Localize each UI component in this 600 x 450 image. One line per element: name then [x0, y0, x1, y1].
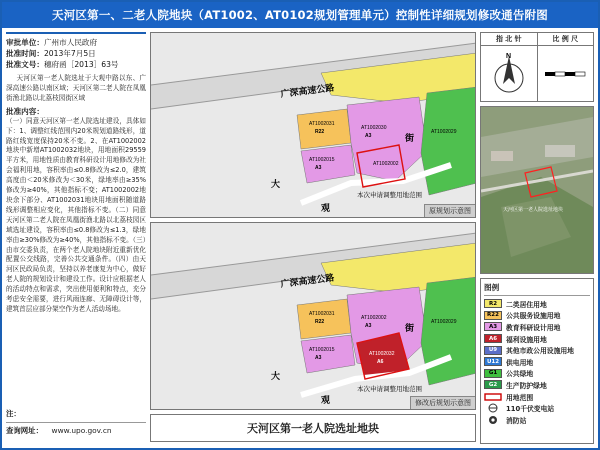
revised-plan-map: [150, 222, 476, 410]
photo-label: 天河区第一老人院选址地块: [503, 207, 564, 213]
zone-code: A3: [365, 133, 372, 139]
road-name: 广深高速公路: [280, 272, 335, 289]
approval-time-label: 批准时间：: [6, 49, 44, 58]
map-caption: 原规划示意图: [424, 204, 475, 217]
avenue-char-2: 观: [321, 395, 331, 405]
legend-item: [484, 321, 590, 333]
legend-label: 公共服务设施用地: [506, 312, 561, 321]
north-label: 指 北 针: [495, 35, 522, 43]
legend-label: 二类居住用地: [506, 300, 547, 309]
compass: [481, 46, 537, 101]
approval-doc-label: 批准文号：: [6, 60, 44, 69]
scale-label: 比 例 尺: [537, 33, 594, 45]
page-title: 天河区第一、二老人院地块（AT1002、AT0102规划管理单元）控制性详细规划修改通告附图: [2, 2, 598, 28]
website-label: 查询网址：: [6, 426, 43, 435]
legend-swatch: A6: [484, 334, 502, 343]
legend: [480, 278, 594, 444]
legend-label: 公共绿地: [506, 370, 534, 379]
approval-time: 2013年7月5日: [43, 49, 96, 58]
legend-label: 教育科研设计用地: [506, 323, 561, 332]
maps-area: [150, 32, 476, 444]
parcel-code: AT1002032: [369, 351, 395, 357]
fire-station-icon: [484, 415, 502, 425]
scale-bar: [537, 46, 594, 101]
legend-label: 供电用地: [506, 358, 534, 367]
site-description: 天河区第一老人院选址于大观中路以东、广深高速公路以南区域；天河区第二老人院在凤凰街渔北路以北荔枝园街区域: [6, 74, 146, 102]
parcel-code: AT1002015: [309, 347, 335, 353]
street-char: 街: [405, 323, 415, 333]
green-zone: [421, 277, 476, 385]
parcel-code: AT1002002: [361, 315, 387, 321]
approval-unit: 广州市人民政府: [43, 38, 98, 47]
boundary-swatch-icon: [484, 392, 502, 402]
parcel-code: AT1002029: [431, 319, 457, 325]
legend-label: 其他市政公用设施用地: [506, 347, 574, 356]
zone-code: A3: [365, 323, 372, 329]
website-link[interactable]: www.upo.gov.cn: [51, 426, 112, 435]
parcel-label: 本次申请调整用地范围: [357, 192, 422, 199]
legend-swatch: U12: [484, 357, 502, 366]
aerial-photo-svg: [481, 107, 593, 273]
parcel-code: AT1002029: [431, 129, 457, 135]
approval-unit-row: [6, 37, 146, 48]
compass-letter: N: [505, 52, 511, 60]
legend-item: [484, 368, 590, 380]
parcel-code: AT1002031: [309, 311, 335, 317]
zone-code: R22: [315, 129, 325, 135]
zone-code: R22: [315, 319, 325, 325]
legend-item: [484, 344, 590, 356]
legend-item: [484, 379, 590, 391]
road-name: 广深高速公路: [280, 82, 335, 99]
parcel-code: AT1002030: [361, 125, 387, 131]
legend-item: [484, 391, 590, 403]
legend-item: [484, 414, 590, 426]
avenue-char-1: 大: [271, 179, 281, 189]
approval-section-label: 批准内容：: [6, 106, 44, 116]
right-panel: [480, 32, 594, 444]
approval-content: （一）同意天河区第一老人院选址建设，具体如下：1、调整红线范围内20米规划道路线形，道路红线宽度保持20米不变。2、在AT1002002地块中新增AT1002032地块，用地面积29559平方米，用地性质由教育科研设计用地修改为社会福利用地，容积率由≤0.8修改为≤2.0，建筑高度由＜20米修改为＜30米，绿地率由≥35%修改为≥40%，其他指标不变；AT1002002地块余下部分、AT1002031地块用地面积随道路线形调整相应变化，其他指标不变。（二）同意天河区第二老人院在凤凰街渔北路以北荔枝园区域选址建设，容积率由≤0.8修改为≤1.3，绿地率由≥30%修改为≥40%，其他指标不变。（三）由市交委负责，在两个老人院地块附近重新优化配置公交线路，完善公共交通条件。（四）由天河区民政局负责，坚持以养老康复为中心，做好老人院的规划设计和建设工作。设计应根据老人的活动特点和需求，突出使用便利和特点，充分考虑安全需要，进行风雨连廊、无障碍设计等，建筑首层应部分架空作为老人活动场地。: [6, 116, 146, 313]
original-plan-svg: [151, 33, 476, 218]
scale-bar-icon: [543, 64, 587, 84]
compass-row: [480, 46, 594, 102]
zone-code: A3: [315, 355, 322, 361]
green-zone: [421, 87, 476, 195]
parcel-code: AT1002015: [309, 157, 335, 163]
legend-label: 110千伏变电站: [506, 405, 555, 414]
site-name: 天河区第一老人院选址地块: [150, 414, 476, 442]
legend-swatch: G1: [484, 369, 502, 378]
info-panel: [6, 32, 146, 444]
aerial-photo: [480, 106, 594, 274]
avenue-char-1: 大: [271, 371, 281, 381]
legend-label: 消防站: [506, 416, 527, 425]
divider: [6, 422, 146, 423]
parcel-code: AT1002002: [373, 161, 399, 167]
street-char: 街: [405, 133, 415, 143]
parcel-label: 本次申请调整用地范围: [357, 386, 422, 393]
legend-swatch: R22: [484, 311, 502, 320]
compass-icon: [489, 50, 529, 98]
approval-meta: [6, 32, 146, 70]
legend-items: [484, 298, 590, 426]
legend-title: 图例: [484, 282, 590, 296]
legend-swatch: R2: [484, 299, 502, 308]
approval-unit-label: 审批单位：: [6, 38, 44, 47]
avenue-char-2: 观: [321, 203, 331, 213]
legend-label: 生产防护绿地: [506, 381, 547, 390]
zone-code: A3: [315, 165, 322, 171]
legend-item: [484, 310, 590, 322]
legend-label: 福利设施用地: [506, 335, 547, 344]
substation-icon: [484, 403, 502, 413]
original-plan-map: [150, 32, 476, 218]
legend-swatch: U9: [484, 346, 502, 355]
zone-code: A6: [377, 359, 384, 365]
approval-time-row: [6, 48, 146, 59]
website-row: [6, 425, 146, 436]
legend-item: [484, 298, 590, 310]
legend-item: [484, 356, 590, 368]
legend-item: [484, 402, 590, 414]
legend-item: [484, 333, 590, 345]
approval-doc: 穗府函［2013］63号: [43, 60, 119, 69]
header-row: [480, 32, 594, 46]
legend-swatch: A3: [484, 322, 502, 331]
revised-plan-svg: [151, 223, 476, 410]
approval-doc-row: [6, 59, 146, 70]
legend-swatch: G2: [484, 380, 502, 389]
map-caption: 修改后规划示意图: [410, 396, 475, 409]
legend-label: 用地范围: [506, 393, 534, 402]
footer-notes: [6, 408, 146, 436]
parcel-code: AT1002031: [309, 121, 335, 127]
notes-label: 注：: [6, 409, 21, 418]
